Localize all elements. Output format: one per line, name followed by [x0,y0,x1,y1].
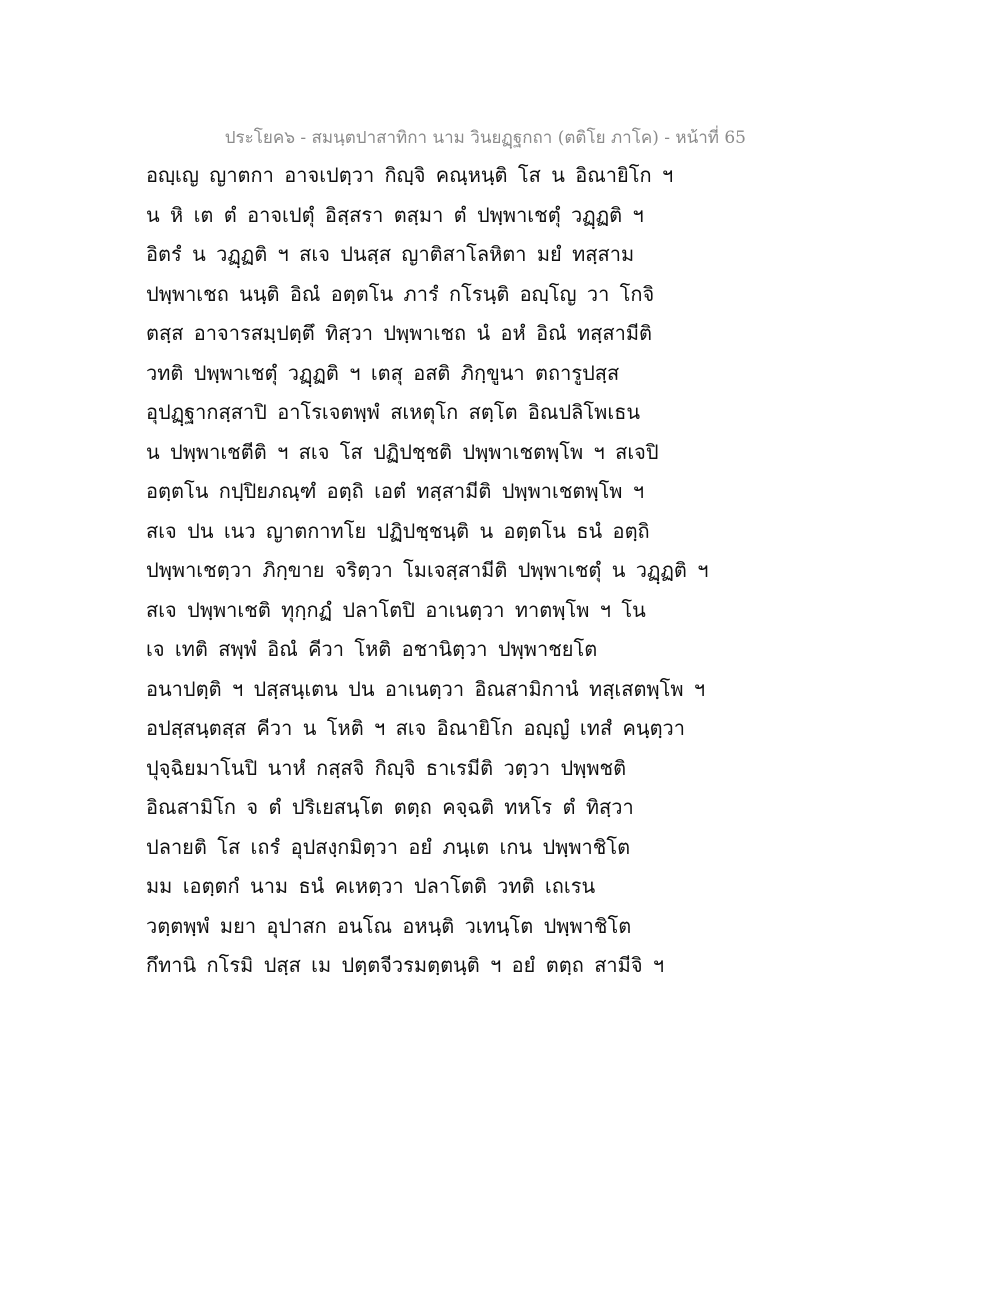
running-header: ประโยค๖ - สมนฺตปาสาทิกา นาม วินยฏฺฐกถา (ตติโย ภาโค) - หน้าที่ 65 [224,128,746,148]
text-line: ปลายติ โส เถรํ อุปสงฺกมิตฺวา อยํ ภนฺเต เกน ปพฺพาชิโต [146,834,631,859]
text-line: อนาปตฺติ ฯ ปสฺสนฺเตน ปน อาเนตฺวา อิณสามิกานํ ทสฺเสตพฺโพ ฯ [146,676,706,701]
text-line: อตฺตโน กปฺปิยภณฺฑํ อตฺถิ เอตํ ทสฺสามีติ ปพฺพาเชตพฺโพ ฯ [146,479,645,503]
text-line: มม เอตฺตกํ นาม ธนํ คเหตฺวา ปลาโตติ วทติ เถเรน [146,874,596,898]
text-line: อญฺเญ ญาตกา อาจเปตฺวา กิญฺจิ คณฺหนฺติ โส น อิณายิโก ฯ [146,163,674,187]
text-line: วตฺตพฺพํ มยา อุปาสก อนโณ อหนฺติ วเทนฺโต ปพฺพาชิโต [146,913,632,938]
text-line: น ปพฺพาเชตีติ ฯ สเจ โส ปฏิปชฺชติ ปพฺพาเชตพฺโพ ฯ สเจปิ [146,439,659,464]
text-line: ตสฺส อาจารสมฺปตฺตึ ทิสฺวา ปพฺพาเชถ นํ อหํ อิณํ ทสฺสามีติ [146,321,652,345]
text-line: เจ เทติ สพฺพํ อิณํ คีวา โหติ อชานิตฺวา ปพฺพาชยโต [146,637,598,661]
text-line: วทติ ปพฺพาเชตุํ วฏฺฏติ ฯ เตสุ อสติ ภิกฺขูนา ตถารูปสฺส [146,360,620,385]
text-line: อปสฺสนฺตสฺส คีวา น โหติ ฯ สเจ อิณายิโก อญฺญํ เทสํ คนฺตฺวา [146,716,686,740]
text-line: ปพฺพาเชถ นนฺติ อิณํ อตฺตโน ภารํ กโรนฺติ อญฺโญ วา โกจิ [146,281,655,306]
text-line: อุปฏฺฐากสฺสาปิ อาโรเจตพฺพํ สเหตุโก สตฺโต อิณปลิโพเธน [146,400,641,424]
text-line: อิตรํ น วฏฺฏติ ฯ สเจ ปนสฺส ญาติสาโลหิตา มยํ ทสฺสาม [146,242,635,266]
text-line: กึทานิ กโรมิ ปสฺส เม ปตฺตจีวรมตฺตนฺติ ฯ อยํ ตตฺถ สามีจิ ฯ [146,953,665,977]
text-line: สเจ ปน เนว ญาตกาทโย ปฏิปชฺชนฺติ น อตฺตโน ธนํ อตฺถิ [146,518,650,543]
text-line: อิณสามิโก จ ตํ ปริเยสนฺโต ตตฺถ คจฺฉติ ทหโร ตํ ทิสฺวา [146,795,634,819]
text-line: น หิ เต ตํ อาจเปตุํ อิสฺสรา ตสฺมา ตํ ปพฺพาเชตุํ วฏฺฏติ ฯ [146,202,644,227]
text-line: ปพฺพาเชตฺวา ภิกฺขาย จริตฺวา โมเจสฺสามีติ ปพฺพาเชตุํ น วฏฺฏติ ฯ [146,558,709,582]
text-line: ปุจฺฉิยมาโนปิ นาหํ กสฺสจิ กิญฺจิ ธาเรมีติ วตฺวา ปพฺพชติ [146,755,627,780]
text-line: สเจ ปพฺพาเชติ ทุกฺกฏํ ปลาโตปิ อาเนตฺวา ทาตพฺโพ ฯ โน [146,597,646,622]
body-text [146,156,709,986]
